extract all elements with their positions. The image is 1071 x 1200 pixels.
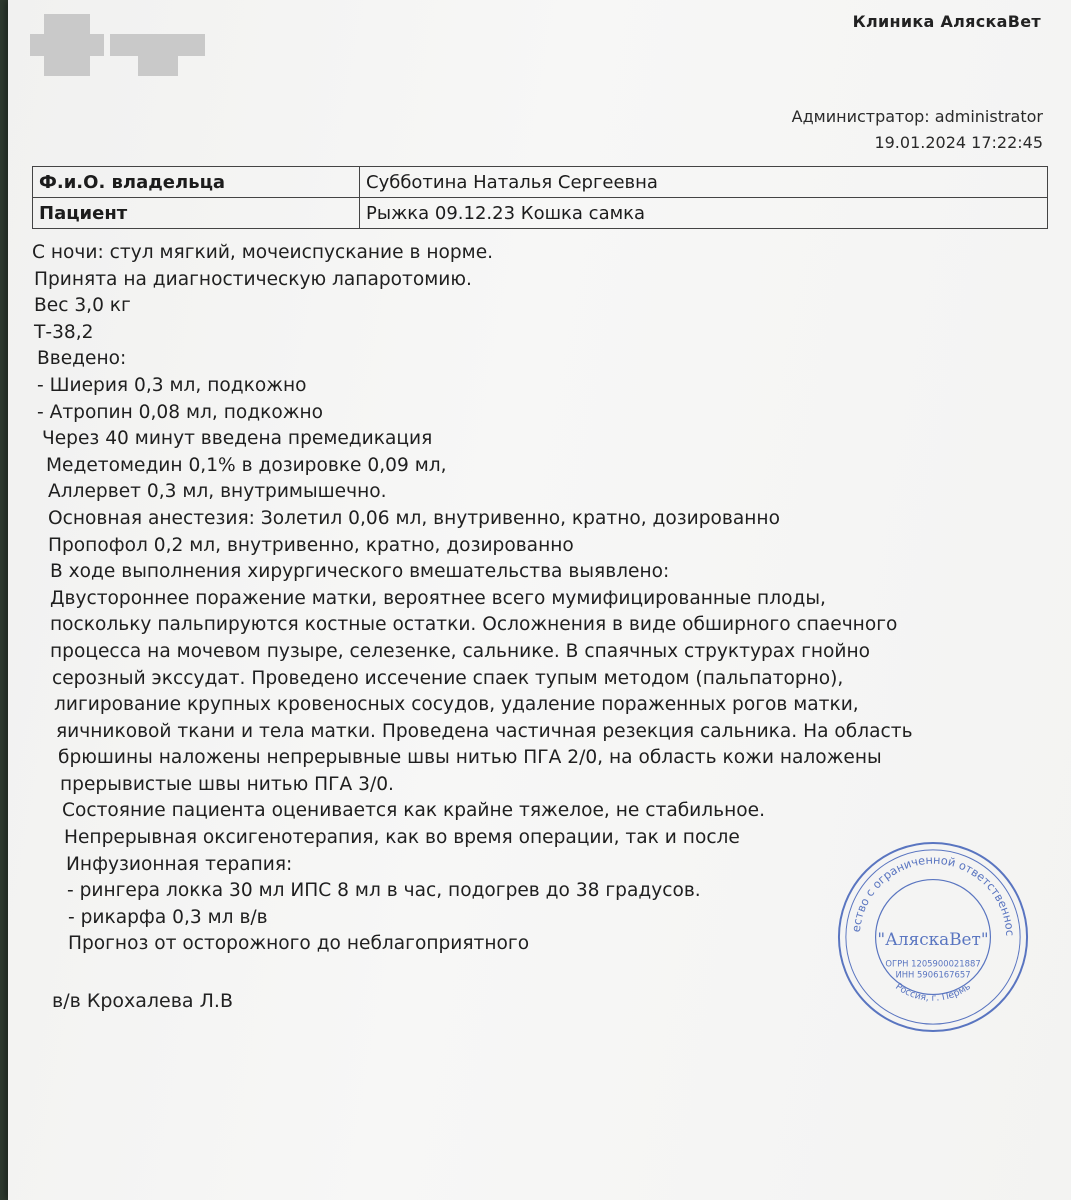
record-line: Введено: [37,348,127,370]
record-line: - рикарфа 0,3 мл в/в [68,906,268,928]
record-line: Прогноз от осторожного до неблагоприятного [68,933,530,955]
record-line: - Атропин 0,08 мл, подкожно [37,401,323,423]
record-line: Пропофол 0,2 мл, внутривенно, кратно, дозированно [48,534,574,556]
stamp-outer-text: ество с ограниченной ответственнос [848,852,1018,937]
patient-label: Пациент [33,198,360,229]
record-line: процесса на мочевом пузыре, селезенке, сальнике. В спаячных структурах гнойно [50,640,871,662]
record-line: Непрерывная оксигенотерапия, как во время операции, так и после [64,827,740,849]
record-line: брюшины наложены непрерывные швы нитью ПГА 2/0, на область кожи наложены [58,747,882,769]
stamp-ogrn: ОГРН 1205900021887 [885,958,981,969]
table-row [33,198,1048,229]
owner-label: Ф.и.О. владельца [33,167,360,198]
record-line: поскольку пальпируются костные остатки. Осложнения в виде обширного спаечного [50,614,898,636]
document-datetime: 19.01.2024 17:22:45 [874,133,1043,152]
record-line: яичниковой ткани и тела матки. Проведена частичная резекция сальника. На область [56,720,913,742]
record-line: - Шиерия 0,3 мл, подкожно [37,374,307,396]
table-row [33,167,1048,198]
record-line: Через 40 минут введена премедикация [42,428,433,450]
record-line: Основная анестезия: Золетил 0,06 мл, внутривенно, кратно, дозированно [48,507,780,529]
clinic-logo [30,14,205,76]
record-line: Вес 3,0 кг [34,295,131,317]
record-line: - рингера локка 30 мл ИПС 8 мл в час, подогрев до 38 градусов. [67,880,701,902]
record-line: Медетомедин 0,1% в дозировке 0,09 мл, [46,454,447,476]
patient-info-table [32,166,1048,229]
stamp-city: Россия, г. Пермь [893,981,973,1004]
record-line: Инфузионная терапия: [66,853,293,875]
admin-block [792,104,1043,156]
clinic-stamp [834,838,1032,1036]
clinic-name: Клиника АляскаВет [852,12,1041,31]
stamp-name: "АляскаВет" [877,928,989,949]
record-line: Принята на диагностическую лапаротомию. [34,268,472,290]
owner-value: Субботина Наталья Сергеевна [360,167,1048,198]
record-line: Аллервет 0,3 мл, внутримышечно. [48,481,387,503]
vet-signature: в/в Крохалева Л.В [52,990,233,1012]
record-line: лигирование крупных кровеносных сосудов, удаление пораженных рогов матки, [54,694,859,716]
record-line: серозный экссудат. Проведено иссечение спаек тупым методом (пальпаторно), [52,667,844,689]
stamp-inn: ИНН 5906167657 [895,969,971,980]
record-line: Двустороннее поражение матки, вероятнее всего мумифицированные плоды, [50,587,826,609]
svg-text:Россия, г. Пермь [893,981,973,1004]
record-line: прерывистые швы нитью ПГА 3/0. [60,773,394,795]
record-line: Состояние пациента оценивается как крайне тяжелое, не стабильное. [62,800,765,822]
record-line: В ходе выполнения хирургического вмешательства выявлено: [50,561,670,583]
administrator-label: Администратор: administrator [791,107,1043,126]
patient-value: Рыжка 09.12.23 Кошка самка [360,198,1048,229]
document-page [8,0,1071,1200]
stamp-graphic [834,838,1032,1036]
record-line: С ночи: стул мягкий, мочеиспускание в норме. [32,242,494,263]
record-line: Т-38,2 [34,321,94,343]
